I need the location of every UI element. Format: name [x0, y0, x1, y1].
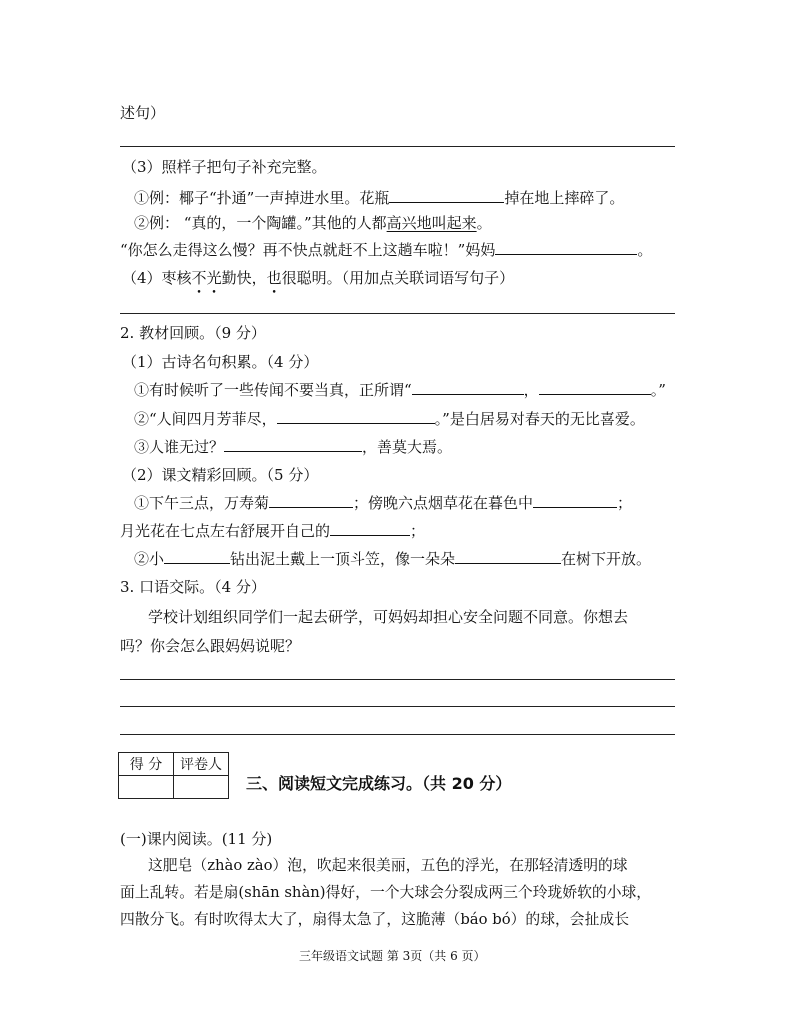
answer-blank[interactable] — [389, 188, 504, 203]
q3-example-1 — [134, 188, 624, 208]
answer-blank[interactable] — [539, 380, 651, 395]
dotted-char: 不 — [191, 269, 207, 287]
poem-text: 。”是白居易对春天的无比喜爱。 — [434, 410, 645, 428]
poem-item-2 — [134, 409, 645, 429]
review-text: 月光花在七点左右舒展开自己的 — [120, 522, 331, 540]
poem-item-1 — [134, 380, 666, 400]
section-3-title: 3. 口语交际。（4 分） — [120, 578, 266, 596]
answer-line[interactable] — [120, 706, 675, 707]
answer-blank[interactable] — [224, 437, 362, 452]
poem-text: ①有时候听了一些传闻不要当真，正所谓“ — [134, 381, 412, 399]
answer-blank[interactable] — [277, 409, 435, 424]
answer-line[interactable] — [120, 679, 675, 680]
poem-text: ， — [523, 381, 539, 399]
review-text: ； — [410, 522, 426, 540]
section-2-title: 2. 教材回顾。（9 分） — [120, 324, 266, 342]
review-item-2 — [134, 549, 651, 569]
reading-title: (一)课内阅读。(11 分) — [120, 830, 273, 848]
section-3-prompt-1: 学校计划组织同学们一起去研学，可妈妈却担心安全问题不同意。你想去 — [148, 608, 629, 626]
score-cell[interactable] — [119, 776, 174, 799]
q3-ex2-prompt: ②例： “真的，一个陶罐。”其他的人都 — [134, 214, 387, 232]
reading-line-1: 这肥皂（zhào zào）泡，吹起来很美丽，五色的浮光，在那轻清透明的球 — [148, 857, 628, 874]
part-3-title: 三、阅读短文完成练习。（共 20 分） — [246, 774, 512, 793]
answer-line[interactable] — [120, 313, 675, 314]
page-footer: 三年级语文试题 第 3页（共 6 页） — [299, 949, 486, 963]
review-text: ；傍晚六点烟草花在暮色中 — [353, 494, 534, 512]
q3-ex3-prompt: “你怎么走得这么慢？再不快点就赶不上这趟车啦！”妈妈 — [120, 241, 496, 259]
score-header: 得 分 — [119, 753, 174, 776]
q4-text: （4）枣核 — [122, 269, 192, 287]
score-table — [118, 752, 229, 799]
q3-ex1-prompt: ①例：椰子“扑通”一声掉进水里。花瓶 — [134, 189, 390, 207]
poem-text: ②“人间四月芳菲尽， — [134, 410, 277, 428]
q3-ex1-tail: 掉在地上摔碎了。 — [504, 189, 625, 207]
dotted-char: 光 — [206, 269, 222, 287]
grader-cell[interactable] — [174, 776, 229, 799]
review-item-1 — [134, 493, 632, 513]
review-text: 钻出泥土戴上一顶斗笠，像一朵朵 — [230, 550, 456, 568]
question-continuation: 述句） — [120, 104, 166, 122]
section-2-sub2: （2）课文精彩回顾。（5 分） — [122, 466, 319, 484]
q4-prompt — [122, 268, 514, 288]
answer-blank[interactable] — [269, 493, 353, 508]
review-text: ①下午三点，万寿菊 — [134, 494, 270, 512]
q3-ex2-tail: 。 — [476, 214, 492, 232]
q3-title: （3）照样子把句子补充完整。 — [122, 158, 327, 176]
poem-text: ③人谁无过？ — [134, 438, 225, 456]
review-text: ； — [617, 494, 633, 512]
review-item-1-cont — [120, 521, 425, 541]
poem-text: 。” — [650, 381, 666, 399]
poem-text: ，善莫大焉。 — [362, 438, 453, 456]
dotted-char: 也 — [266, 269, 282, 287]
grader-header: 评卷人 — [174, 753, 229, 776]
answer-blank[interactable] — [330, 521, 410, 536]
underlined-phrase: 高兴地叫起来 — [386, 214, 477, 232]
section-2-sub1: （1）古诗名句积累。（4 分） — [122, 353, 319, 371]
q3-example-2 — [134, 213, 492, 233]
answer-blank[interactable] — [164, 549, 230, 564]
q4-text: 勤快， — [221, 269, 267, 287]
review-text: ②小 — [134, 550, 165, 568]
q4-text: 很聪明。（用加点关联词语写句子） — [281, 269, 515, 287]
q3-ex3-tail: 。 — [637, 241, 653, 259]
answer-blank[interactable] — [455, 549, 561, 564]
reading-line-3: 四散分飞。有时吹得太大了，扇得太急了，这脆薄（báo bó）的球，会扯成长 — [120, 911, 629, 928]
answer-blank[interactable] — [412, 380, 524, 395]
answer-blank[interactable] — [533, 493, 617, 508]
poem-item-3 — [134, 437, 452, 457]
q3-example-3 — [120, 240, 652, 260]
answer-line — [120, 146, 675, 147]
reading-line-2: 面上乱转。若是扇(shān shàn)得好，一个大球会分裂成两三个玲珑娇软的小球， — [120, 884, 652, 901]
answer-line[interactable] — [120, 734, 675, 735]
section-3-prompt-2: 吗？你会怎么跟妈妈说呢？ — [120, 637, 301, 655]
answer-blank[interactable] — [495, 240, 637, 255]
review-text: 在树下开放。 — [561, 550, 652, 568]
